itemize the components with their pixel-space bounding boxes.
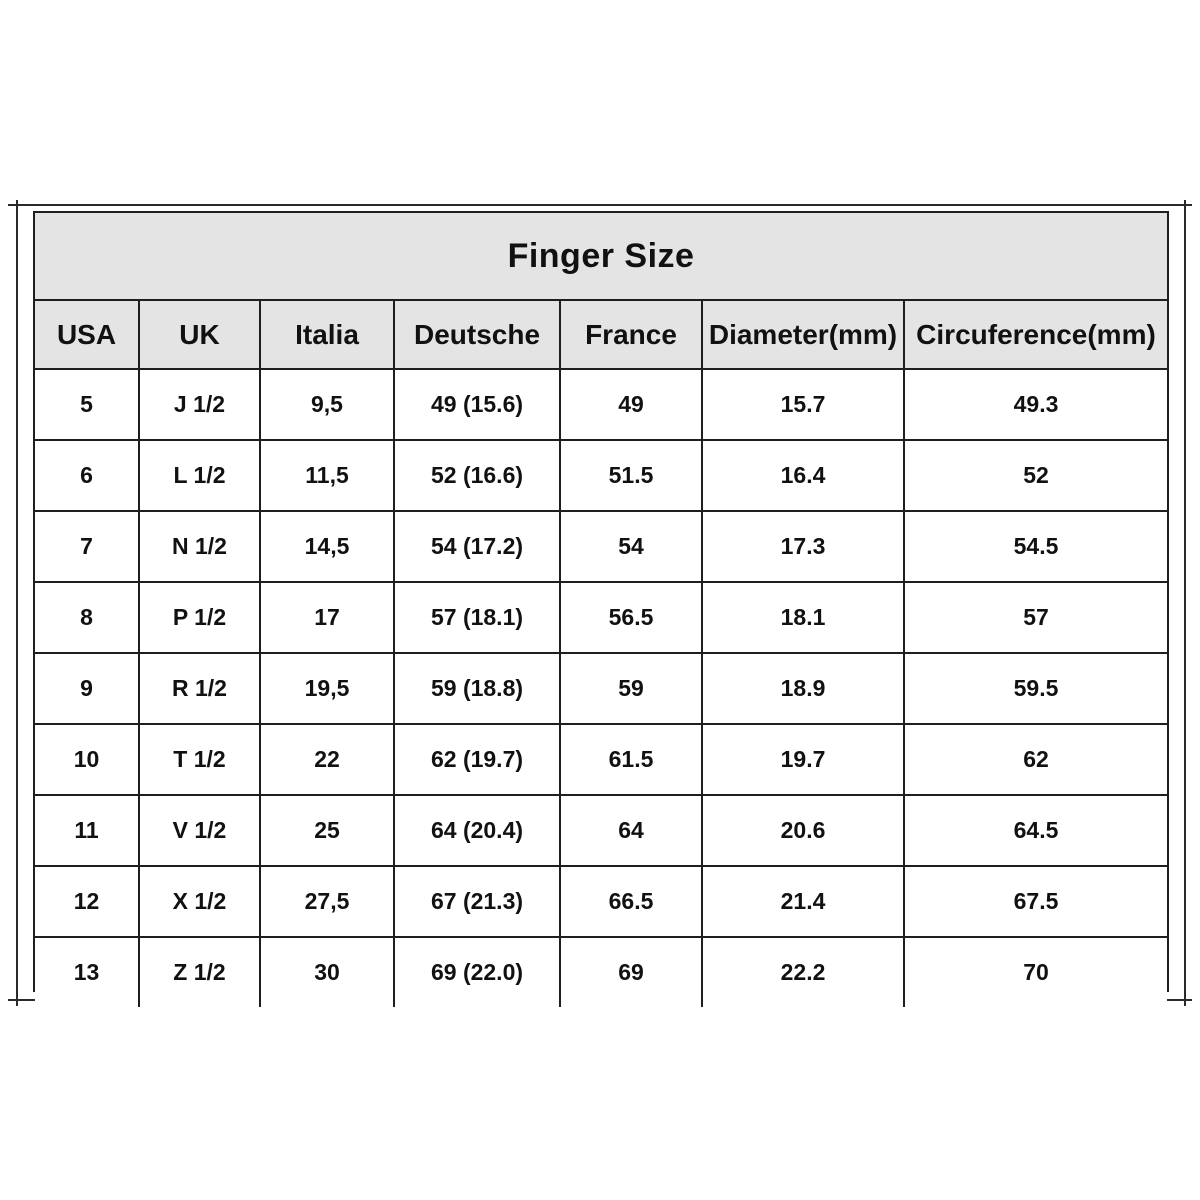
- column-header-usa: USA: [35, 301, 139, 369]
- column-header-diameter: Diameter(mm): [702, 301, 904, 369]
- table-row: [35, 440, 1167, 511]
- deutsche-size-cell: 69 (22.0): [394, 937, 560, 1007]
- diameter-cell: 15.7: [702, 369, 904, 440]
- uk-size-cell: L 1/2: [139, 440, 260, 511]
- table-body: [35, 369, 1167, 1007]
- uk-size-cell: R 1/2: [139, 653, 260, 724]
- usa-size-cell: 11: [35, 795, 139, 866]
- deutsche-size-cell: 54 (17.2): [394, 511, 560, 582]
- france-size-cell: 61.5: [560, 724, 702, 795]
- table-row: [35, 369, 1167, 440]
- italia-size-cell: 27,5: [260, 866, 394, 937]
- deutsche-size-cell: 49 (15.6): [394, 369, 560, 440]
- deutsche-size-cell: 57 (18.1): [394, 582, 560, 653]
- france-size-cell: 59: [560, 653, 702, 724]
- diameter-cell: 19.7: [702, 724, 904, 795]
- circumference-cell: 59.5: [904, 653, 1167, 724]
- usa-size-cell: 12: [35, 866, 139, 937]
- usa-size-cell: 6: [35, 440, 139, 511]
- france-size-cell: 49: [560, 369, 702, 440]
- italia-size-cell: 9,5: [260, 369, 394, 440]
- table-row: [35, 724, 1167, 795]
- deutsche-size-cell: 62 (19.7): [394, 724, 560, 795]
- circumference-cell: 64.5: [904, 795, 1167, 866]
- france-size-cell: 51.5: [560, 440, 702, 511]
- usa-size-cell: 13: [35, 937, 139, 1007]
- circumference-cell: 49.3: [904, 369, 1167, 440]
- deutsche-size-cell: 52 (16.6): [394, 440, 560, 511]
- table-row: [35, 795, 1167, 866]
- column-header-circumference: Circuference(mm): [904, 301, 1167, 369]
- table-row: [35, 866, 1167, 937]
- frame-right-line: [1184, 200, 1186, 1006]
- column-header-italia: Italia: [260, 301, 394, 369]
- uk-size-cell: N 1/2: [139, 511, 260, 582]
- uk-size-cell: P 1/2: [139, 582, 260, 653]
- france-size-cell: 56.5: [560, 582, 702, 653]
- circumference-cell: 62: [904, 724, 1167, 795]
- usa-size-cell: 9: [35, 653, 139, 724]
- diameter-cell: 20.6: [702, 795, 904, 866]
- italia-size-cell: 30: [260, 937, 394, 1007]
- italia-size-cell: 17: [260, 582, 394, 653]
- size-chart: [33, 211, 1169, 992]
- deutsche-size-cell: 59 (18.8): [394, 653, 560, 724]
- title-bar: [35, 213, 1167, 301]
- column-header-uk: UK: [139, 301, 260, 369]
- uk-size-cell: Z 1/2: [139, 937, 260, 1007]
- uk-size-cell: X 1/2: [139, 866, 260, 937]
- column-header-deutsche: Deutsche: [394, 301, 560, 369]
- table-row: [35, 653, 1167, 724]
- france-size-cell: 66.5: [560, 866, 702, 937]
- size-table: [35, 301, 1167, 1007]
- italia-size-cell: 19,5: [260, 653, 394, 724]
- france-size-cell: 69: [560, 937, 702, 1007]
- diameter-cell: 18.9: [702, 653, 904, 724]
- circumference-cell: 67.5: [904, 866, 1167, 937]
- italia-size-cell: 11,5: [260, 440, 394, 511]
- frame-left-line: [16, 200, 18, 1006]
- circumference-cell: 70: [904, 937, 1167, 1007]
- circumference-cell: 52: [904, 440, 1167, 511]
- usa-size-cell: 8: [35, 582, 139, 653]
- header-row: [35, 301, 1167, 369]
- frame-top-line: [8, 204, 1192, 206]
- uk-size-cell: T 1/2: [139, 724, 260, 795]
- table-row: [35, 582, 1167, 653]
- diameter-cell: 16.4: [702, 440, 904, 511]
- uk-size-cell: V 1/2: [139, 795, 260, 866]
- france-size-cell: 54: [560, 511, 702, 582]
- column-header-france: France: [560, 301, 702, 369]
- table-row: [35, 937, 1167, 1007]
- deutsche-size-cell: 64 (20.4): [394, 795, 560, 866]
- diameter-cell: 18.1: [702, 582, 904, 653]
- italia-size-cell: 14,5: [260, 511, 394, 582]
- uk-size-cell: J 1/2: [139, 369, 260, 440]
- circumference-cell: 54.5: [904, 511, 1167, 582]
- france-size-cell: 64: [560, 795, 702, 866]
- usa-size-cell: 5: [35, 369, 139, 440]
- italia-size-cell: 25: [260, 795, 394, 866]
- chart-title: Finger Size: [507, 236, 695, 275]
- table-row: [35, 511, 1167, 582]
- usa-size-cell: 10: [35, 724, 139, 795]
- diameter-cell: 17.3: [702, 511, 904, 582]
- usa-size-cell: 7: [35, 511, 139, 582]
- deutsche-size-cell: 67 (21.3): [394, 866, 560, 937]
- diameter-cell: 22.2: [702, 937, 904, 1007]
- diameter-cell: 21.4: [702, 866, 904, 937]
- circumference-cell: 57: [904, 582, 1167, 653]
- italia-size-cell: 22: [260, 724, 394, 795]
